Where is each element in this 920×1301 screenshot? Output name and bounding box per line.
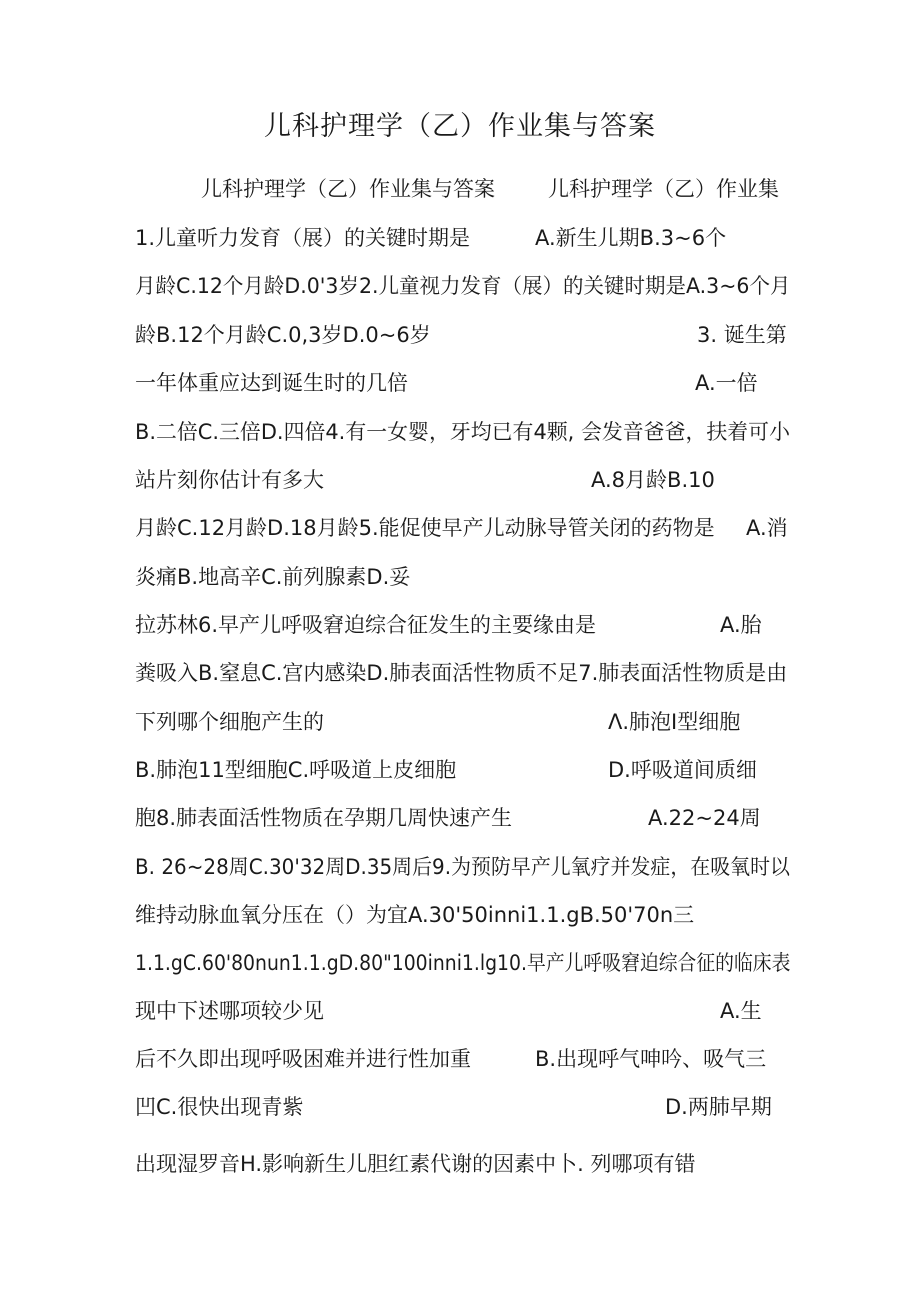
text-line [135, 172, 790, 206]
text-segment: Λ.肺泡I型细胞 [608, 710, 741, 734]
text-segment: 炎痛B.地高辛C.前列腺素D.妥 [135, 565, 411, 589]
text-segment: 现中下述哪项较少见 [135, 999, 324, 1023]
text-segment: 粪吸入B.窒息C.宫内感染D.肺表面活性物质不足7.肺表面活性物质是由 [135, 661, 788, 685]
text-segment: 胞8.肺表面活性物质在孕期几周快速产生 [135, 806, 513, 830]
text-segment: 凹C.很快出现青紫 [135, 1095, 304, 1119]
text-line [135, 511, 790, 545]
text-line [135, 415, 790, 449]
text-segment: 下列哪个细胞产生的 [135, 710, 324, 734]
text-segment: 维持动脉血氧分压在（）为宜A.30'50inni1.1.gB.50'70n三 [135, 903, 695, 927]
text-segment: A.生 [720, 999, 762, 1023]
text-line [135, 898, 790, 932]
text-line [135, 1042, 790, 1076]
text-segment: D.呼吸道间质细 [608, 758, 757, 782]
text-line [135, 560, 790, 594]
text-line [135, 850, 790, 884]
text-line [135, 705, 790, 739]
text-segment: B. 26~28周C.30'32周D.35周后9.为预防早产儿氧疗并发症，在吸氧时以 [135, 855, 790, 879]
text-segment: 1.1.gC.60'80nun1.1.gD.80"100inni1.lg10.早产儿呼吸窘迫综合征的临床表 [135, 951, 791, 975]
text-segment: 儿科护理学（乙）作业集与答案 [201, 177, 495, 201]
text-segment: 月龄C.12个月龄D.0'3岁2.儿童视力发育（展）的关键时期是A.3~6个月 [135, 274, 791, 298]
text-segment: A.新生儿期B.3~6个 [535, 226, 727, 250]
text-line [135, 463, 790, 497]
text-line [135, 1090, 790, 1124]
text-segment: 1.儿童听力发育（展）的关键时期是 [135, 226, 471, 250]
text-segment: 月龄C.12月龄D.18月龄5.能促使早产儿动脉导管关闭的药物是 [135, 516, 715, 540]
text-line [135, 1147, 790, 1181]
text-segment: 3. 诞生第 [697, 323, 787, 347]
text-segment: 龄B.12个月龄C.0,3岁D.0~6岁 [135, 323, 431, 347]
text-segment: D.两肺早期 [665, 1095, 772, 1119]
text-segment: 出现湿罗音H.影响新生儿胆红素代谢的因素中卜. 列哪项有错 [135, 1152, 696, 1176]
text-segment: 一年体重应达到诞生时的几倍 [135, 371, 408, 395]
text-segment: A.8月龄B.10 [591, 468, 715, 492]
text-line [135, 608, 790, 642]
text-segment: 拉苏林6.早产儿呼吸窘迫综合征发生的主要缘由是 [135, 613, 597, 637]
text-line [135, 753, 790, 787]
text-line [135, 801, 790, 835]
text-segment: 站片刻你估计有多大 [135, 468, 324, 492]
text-line [135, 318, 790, 352]
text-line [135, 946, 791, 980]
text-line [135, 221, 790, 255]
text-line [135, 994, 790, 1028]
text-segment: B.出现呼气呻吟、吸气三 [535, 1047, 767, 1071]
text-segment: 儿科护理学（乙）作业集 [548, 177, 779, 201]
text-segment: A.22~24周 [648, 806, 761, 830]
text-line [135, 366, 790, 400]
text-segment: B.二倍C.三倍D.四倍4.有一女婴，牙均已有4颗, 会发音爸爸，扶着可小 [135, 420, 790, 444]
document-title: 儿科护理学（乙）作业集与答案 [264, 111, 656, 142]
text-segment: A.胎 [720, 613, 762, 637]
text-segment: B.肺泡11型细胞C.呼吸道上皮细胞 [135, 758, 457, 782]
text-segment: A.一倍 [695, 371, 758, 395]
text-segment: 后不久即出现呼吸困难并进行性加重 [135, 1047, 471, 1071]
text-line [135, 656, 790, 690]
text-line [135, 269, 791, 303]
text-segment: A.消 [746, 516, 788, 540]
